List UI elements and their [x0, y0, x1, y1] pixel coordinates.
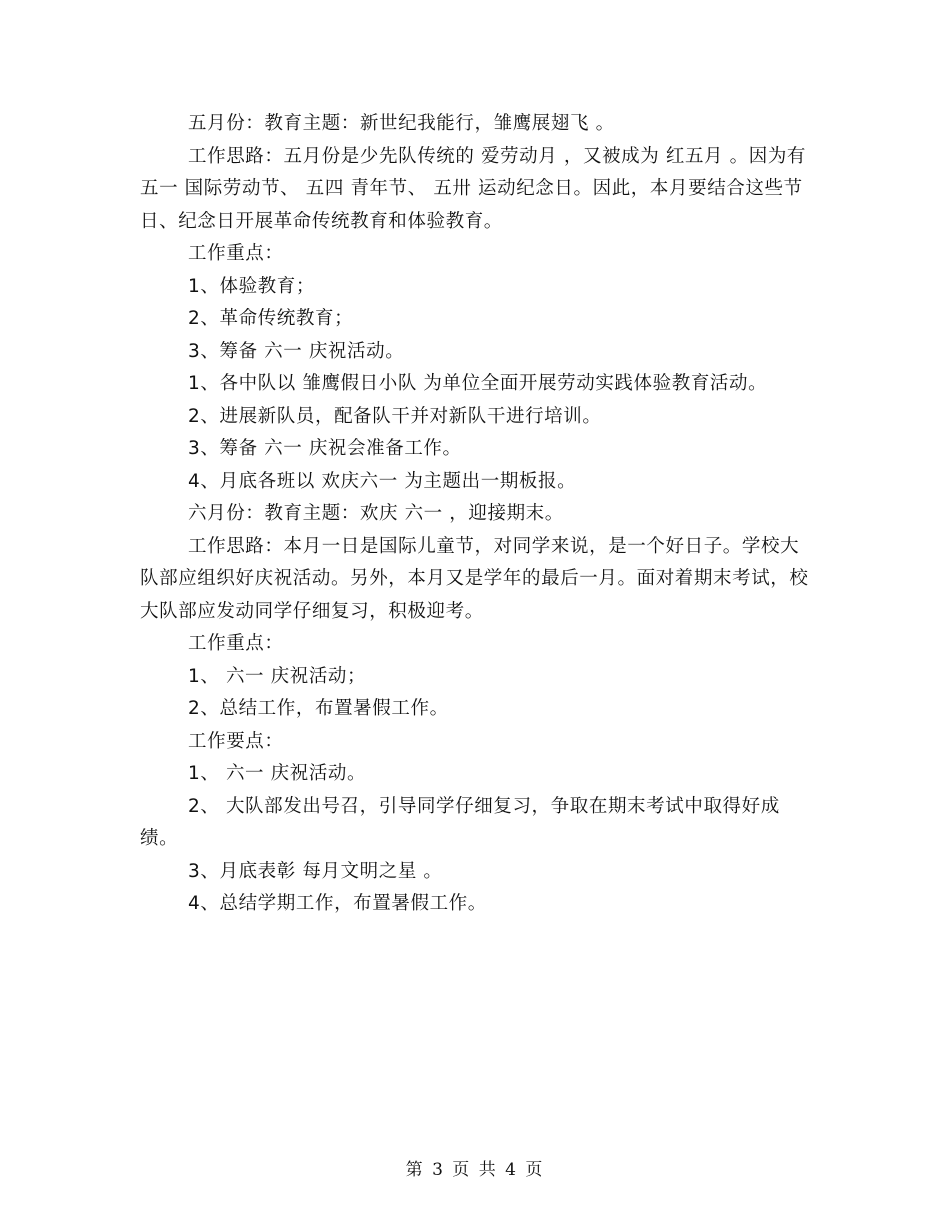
june-point-item-3: 3、月底表彰 每月文明之星 。	[188, 860, 443, 882]
may-focus-item-3: 3、筹备 六一 庆祝活动。	[188, 340, 405, 362]
may-task-item-1: 1、各中队以 雏鹰假日小队 为单位全面开展劳动实践体验教育活动。	[188, 373, 768, 394]
june-point-item-1: 1、 六一 庆祝活动。	[188, 763, 367, 784]
may-task-item-2: 2、进展新队员，配备队干并对新队干进行培训。	[188, 405, 602, 427]
document-body	[140, 108, 812, 921]
june-focus-item-1: 1、 六一 庆祝活动；	[188, 665, 367, 687]
june-point-item-4: 4、总结学期工作，布置暑假工作。	[188, 893, 487, 914]
may-focus-item-2: 2、革命传统教育；	[188, 308, 354, 329]
june-point-item-2: 2、 大队部发出号召，引导同学仔细复习，争取在期末考试中取得好成绩。	[140, 795, 780, 849]
may-theme-paragraph: 五月份：教育主题：新世纪我能行，雏鹰展翅飞 。	[188, 113, 615, 134]
may-approach-paragraph: 工作思路：五月份是少先队传统的 爱劳动月 ，又被成为 红五月 。因为有 五一 国际劳动节、 五四 青年节、 五卅 运动纪念日。因此，本月要结合这些节日、纪念日开展革命传统教育和体验教育。	[140, 145, 807, 232]
june-focus-item-2: 2、总结工作，布置暑假工作。	[188, 698, 449, 719]
june-points-heading: 工作要点：	[188, 730, 284, 752]
page-number-footer: 第 3 页 共 4 页	[405, 1160, 545, 1180]
june-approach-paragraph: 工作思路：本月一日是国际儿童节，对同学来说，是一个好日子。学校大队部应组织好庆祝活动。另外，本月又是学年的最后一月。面对着期末考试，校大队部应发动同学仔细复习，积极迎考。	[140, 535, 809, 622]
may-task-item-4: 4、月底各班以 欢庆六一 为主题出一期板报。	[188, 470, 577, 492]
may-task-item-3: 3、筹备 六一 庆祝会准备工作。	[188, 438, 462, 459]
june-theme-paragraph: 六月份：教育主题：欢庆 六一 ，迎接期末。	[188, 503, 564, 524]
may-focus-heading: 工作重点：	[188, 243, 284, 264]
may-focus-item-1: 1、体验教育；	[188, 275, 315, 297]
june-focus-heading: 工作重点：	[188, 633, 284, 654]
